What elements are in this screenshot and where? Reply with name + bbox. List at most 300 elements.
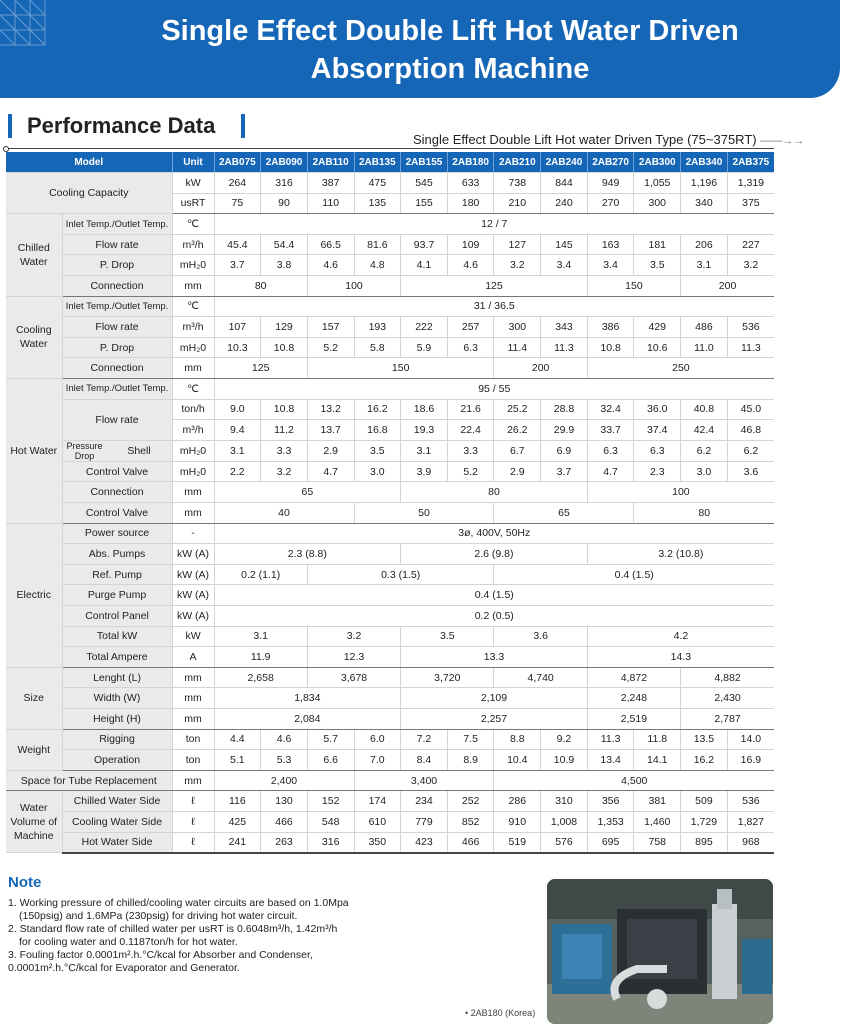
table-cell: 0.3 (1.5) — [307, 564, 494, 585]
table-cell: 3.1 — [401, 440, 448, 461]
table-cell: 2,248 — [587, 688, 680, 709]
table-cell: 6.9 — [541, 440, 588, 461]
table-row — [6, 770, 774, 791]
table-row — [6, 708, 774, 729]
table-subtitle-text: Single Effect Double Lift Hot water Driven Type (75~375RT) — [413, 132, 757, 147]
performance-table — [6, 152, 774, 854]
table-cell: 2.2 — [214, 461, 261, 482]
table-cell: 150 — [587, 276, 680, 297]
table-cell: 135 — [354, 193, 401, 214]
table-cell: 610 — [354, 811, 401, 832]
table-cell: 1,196 — [681, 173, 728, 194]
table-cell: 10.8 — [261, 337, 308, 358]
notes-list — [8, 897, 538, 975]
table-cell: 45.0 — [727, 399, 774, 420]
table-cell: 375 — [727, 193, 774, 214]
row-label: Control Valve — [62, 503, 172, 524]
table-cell: 3ø, 400V, 50Hz — [214, 523, 774, 544]
table-cell: 6.3 — [447, 337, 494, 358]
table-row — [6, 317, 774, 338]
table-cell: 107 — [214, 317, 261, 338]
unit-cell: ton/h — [172, 399, 214, 420]
table-cell: 6.3 — [587, 440, 634, 461]
table-row — [6, 667, 774, 688]
row-group-label: Size — [6, 667, 62, 729]
table-row — [6, 255, 774, 276]
table-cell: 4.7 — [307, 461, 354, 482]
table-cell: 129 — [261, 317, 308, 338]
table-cell: 13.7 — [307, 420, 354, 441]
table-cell: 3.4 — [587, 255, 634, 276]
table-row — [6, 729, 774, 750]
table-cell: 145 — [541, 234, 588, 255]
row-label: Connection — [62, 482, 172, 503]
table-row — [6, 399, 774, 420]
table-cell: 26.2 — [494, 420, 541, 441]
table-cell: 257 — [447, 317, 494, 338]
grid-pattern-decoration — [0, 0, 60, 60]
model-column-header: 2AB135 — [354, 152, 401, 173]
unit-cell: ton — [172, 729, 214, 750]
table-subtitle — [413, 132, 804, 147]
table-cell: 110 — [307, 193, 354, 214]
table-cell: 116 — [214, 791, 261, 812]
row-label: Control Panel — [62, 605, 172, 626]
table-cell: 9.4 — [214, 420, 261, 441]
table-row — [6, 173, 774, 194]
unit-cell: mm — [172, 482, 214, 503]
table-cell: 50 — [354, 503, 494, 524]
table-cell: 45.4 — [214, 234, 261, 255]
row-label: Lenght (L) — [62, 667, 172, 688]
row-group-label: Hot Water — [6, 379, 62, 524]
table-cell: 350 — [354, 832, 401, 853]
table-cell: 181 — [634, 234, 681, 255]
table-cell: 3,678 — [307, 667, 400, 688]
table-cell: 200 — [494, 358, 587, 379]
table-cell: 12.3 — [307, 647, 400, 668]
note-item: 3. Fouling factor 0.0001m².h.°C/kcal for Absorber and Condenser, — [8, 949, 313, 961]
table-cell: 4.6 — [307, 255, 354, 276]
table-row — [6, 811, 774, 832]
table-cell: 2,519 — [587, 708, 680, 729]
machine-photo-illustration — [547, 879, 773, 1024]
table-row — [6, 503, 774, 524]
row-group-label: Water Volume of Machine — [6, 791, 62, 853]
table-cell: 5.8 — [354, 337, 401, 358]
unit-cell: mH₂0 — [172, 337, 214, 358]
table-row — [6, 605, 774, 626]
table-cell: 738 — [494, 173, 541, 194]
table-cell: 3.1 — [214, 626, 307, 647]
table-cell: 4,740 — [494, 667, 587, 688]
table-cell: 968 — [727, 832, 774, 853]
table-cell: 2.3 (8.8) — [214, 544, 401, 565]
table-cell: 3.5 — [634, 255, 681, 276]
table-cell: 5.2 — [447, 461, 494, 482]
table-cell: 80 — [401, 482, 588, 503]
table-cell: 11.3 — [727, 337, 774, 358]
row-label: Total kW — [62, 626, 172, 647]
unit-cell: mm — [172, 708, 214, 729]
table-cell: 536 — [727, 317, 774, 338]
table-cell: 3.7 — [541, 461, 588, 482]
table-cell: 1,055 — [634, 173, 681, 194]
unit-cell: mH₂0 — [172, 255, 214, 276]
table-cell: 2.9 — [494, 461, 541, 482]
unit-cell: m³/h — [172, 317, 214, 338]
note-title: Note — [8, 874, 42, 891]
unit-cell: usRT — [172, 193, 214, 214]
unit-cell: m³/h — [172, 420, 214, 441]
table-cell: 7.5 — [447, 729, 494, 750]
table-cell: 14.3 — [587, 647, 774, 668]
unit-cell: mH₂0 — [172, 440, 214, 461]
table-cell: 545 — [401, 173, 448, 194]
table-cell: 2,109 — [401, 688, 588, 709]
table-cell: 210 — [494, 193, 541, 214]
table-cell: 2,430 — [681, 688, 774, 709]
table-cell: 54.4 — [261, 234, 308, 255]
table-cell: 3.6 — [494, 626, 587, 647]
table-cell: 13.4 — [587, 750, 634, 771]
table-cell: 180 — [447, 193, 494, 214]
unit-cell: mm — [172, 503, 214, 524]
unit-cell: ℓ — [172, 832, 214, 853]
table-cell: 758 — [634, 832, 681, 853]
table-cell: 1,834 — [214, 688, 401, 709]
table-cell: 155 — [401, 193, 448, 214]
table-cell: 200 — [681, 276, 774, 297]
table-cell: 3,720 — [401, 667, 494, 688]
table-cell: 11.2 — [261, 420, 308, 441]
table-cell: 1,827 — [727, 811, 774, 832]
table-cell: 895 — [681, 832, 728, 853]
table-header — [6, 152, 774, 173]
table-cell: 13.2 — [307, 399, 354, 420]
model-column-header: 2AB375 — [727, 152, 774, 173]
table-cell: 3.2 — [727, 255, 774, 276]
table-top-rule — [6, 148, 774, 149]
table-cell: 80 — [634, 503, 774, 524]
table-cell: 16.2 — [681, 750, 728, 771]
table-cell: 2.3 — [634, 461, 681, 482]
table-body — [6, 173, 774, 853]
row-group-label: Electric — [6, 523, 62, 667]
table-cell: 13.3 — [401, 647, 588, 668]
table-cell: 11.0 — [681, 337, 728, 358]
table-cell: 0.4 (1.5) — [214, 585, 774, 606]
table-cell: 28.8 — [541, 399, 588, 420]
note-item: for cooling water and 0.1187ton/h for hot water. — [19, 936, 238, 948]
table-cell: 3.0 — [354, 461, 401, 482]
table-cell: 6.0 — [354, 729, 401, 750]
table-cell: 227 — [727, 234, 774, 255]
table-row — [6, 379, 774, 400]
table-cell: 6.2 — [681, 440, 728, 461]
table-row — [6, 337, 774, 358]
table-cell: 29.9 — [541, 420, 588, 441]
table-cell: 13.5 — [681, 729, 728, 750]
table-cell: 466 — [261, 811, 308, 832]
table-cell: 536 — [727, 791, 774, 812]
model-column-header: 2AB075 — [214, 152, 261, 173]
table-cell: 33.7 — [587, 420, 634, 441]
unit-cell: ℃ — [172, 379, 214, 400]
row-label: P. Drop — [62, 255, 172, 276]
table-cell: 10.6 — [634, 337, 681, 358]
table-cell: 240 — [541, 193, 588, 214]
table-cell: 316 — [307, 832, 354, 853]
table-cell: 25.2 — [494, 399, 541, 420]
table-cell: 11.8 — [634, 729, 681, 750]
table-cell: 8.8 — [494, 729, 541, 750]
table-cell: 4.2 — [587, 626, 774, 647]
table-cell: 1,319 — [727, 173, 774, 194]
row-label: Purge Pump — [62, 585, 172, 606]
row-label: Control Valve — [62, 461, 172, 482]
table-row — [6, 626, 774, 647]
table-cell: 3.2 — [494, 255, 541, 276]
page-title-line1: Single Effect Double Lift Hot Water Driven — [161, 15, 739, 47]
row-label: Rigging — [62, 729, 172, 750]
row-label: Flow rate — [62, 234, 172, 255]
table-cell: 4.6 — [261, 729, 308, 750]
unit-cell: mm — [172, 358, 214, 379]
model-column-header: 2AB090 — [261, 152, 308, 173]
unit-cell: kW — [172, 626, 214, 647]
table-cell: 423 — [401, 832, 448, 853]
table-cell: 475 — [354, 173, 401, 194]
table-cell: 425 — [214, 811, 261, 832]
table-cell: 7.2 — [401, 729, 448, 750]
row-group-label: Weight — [6, 729, 62, 770]
pressure-drop-label: Pressure Drop — [66, 440, 103, 461]
table-cell: 21.6 — [447, 399, 494, 420]
table-cell: 5.2 — [307, 337, 354, 358]
section-right-bar — [241, 114, 245, 138]
table-cell: 9.2 — [541, 729, 588, 750]
table-cell: 4,872 — [587, 667, 680, 688]
table-cell: 19.3 — [401, 420, 448, 441]
table-cell: 3.8 — [261, 255, 308, 276]
table-cell: 576 — [541, 832, 588, 853]
table-cell: 16.9 — [727, 750, 774, 771]
table-cell: 127 — [494, 234, 541, 255]
unit-cell: kW (A) — [172, 585, 214, 606]
unit-cell: ℓ — [172, 791, 214, 812]
model-column-header: 2AB210 — [494, 152, 541, 173]
table-cell: 286 — [494, 791, 541, 812]
model-column-header: 2AB340 — [681, 152, 728, 173]
table-cell: 37.4 — [634, 420, 681, 441]
table-cell: 4.4 — [214, 729, 261, 750]
table-row — [6, 276, 774, 297]
row-label: Shell — [127, 444, 151, 457]
table-cell: 1,729 — [681, 811, 728, 832]
row-label: Connection — [62, 276, 172, 297]
table-cell: 1,460 — [634, 811, 681, 832]
row-label: Ref. Pump — [62, 564, 172, 585]
table-cell: 11.4 — [494, 337, 541, 358]
table-cell: 3.5 — [401, 626, 494, 647]
table-cell: 18.6 — [401, 399, 448, 420]
row-label: Total Ampere — [62, 647, 172, 668]
table-cell: 7.0 — [354, 750, 401, 771]
unit-cell: mH₂0 — [172, 461, 214, 482]
model-column-header: 2AB155 — [401, 152, 448, 173]
row-label: P. Drop — [62, 337, 172, 358]
table-cell: 65 — [494, 503, 634, 524]
table-cell: 3.7 — [214, 255, 261, 276]
table-cell: 8.9 — [447, 750, 494, 771]
table-cell: 42.4 — [681, 420, 728, 441]
table-cell: 12 / 7 — [214, 214, 774, 235]
table-cell: 11.3 — [587, 729, 634, 750]
table-cell: 300 — [494, 317, 541, 338]
table-cell: 340 — [681, 193, 728, 214]
table-cell: 14.1 — [634, 750, 681, 771]
table-cell: 6.6 — [307, 750, 354, 771]
row-label: Height (H) — [62, 708, 172, 729]
table-cell: 633 — [447, 173, 494, 194]
table-cell: 466 — [447, 832, 494, 853]
table-cell: 109 — [447, 234, 494, 255]
row-label: Abs. Pumps — [62, 544, 172, 565]
table-cell: 95 / 55 — [214, 379, 774, 400]
table-cell: 174 — [354, 791, 401, 812]
table-cell: 2,400 — [214, 770, 354, 791]
model-column-header: 2AB270 — [587, 152, 634, 173]
table-row — [6, 544, 774, 565]
unit-cell: mm — [172, 276, 214, 297]
table-cell: 193 — [354, 317, 401, 338]
row-label: Inlet Temp./Outlet Temp. — [62, 296, 172, 317]
table-cell: 2,084 — [214, 708, 401, 729]
table-cell: 5.9 — [401, 337, 448, 358]
arrow-icon: ——→→ — [760, 135, 805, 147]
table-cell: 486 — [681, 317, 728, 338]
table-cell: 852 — [447, 811, 494, 832]
table-cell: 10.4 — [494, 750, 541, 771]
table-cell: 100 — [587, 482, 774, 503]
table-row — [6, 585, 774, 606]
row-label: Inlet Temp./Outlet Temp. — [62, 214, 172, 235]
row-group-label: Cooling Capacity — [6, 173, 172, 214]
table-cell: 9.0 — [214, 399, 261, 420]
row-label: Power source — [62, 523, 172, 544]
table-cell: 2,658 — [214, 667, 307, 688]
table-cell: 949 — [587, 173, 634, 194]
table-cell: 14.0 — [727, 729, 774, 750]
model-column-header: 2AB110 — [307, 152, 354, 173]
table-cell: 2,257 — [401, 708, 588, 729]
table-cell: 316 — [261, 173, 308, 194]
table-cell: 10.8 — [261, 399, 308, 420]
table-cell: 11.9 — [214, 647, 307, 668]
unit-cell: mm — [172, 688, 214, 709]
table-cell: 548 — [307, 811, 354, 832]
table-cell: 695 — [587, 832, 634, 853]
row-group-label: Cooling Water — [6, 296, 62, 378]
table-cell: 3.4 — [541, 255, 588, 276]
table-cell: 5.1 — [214, 750, 261, 771]
table-cell: 264 — [214, 173, 261, 194]
table-cell: 22.4 — [447, 420, 494, 441]
unit-cell: ℃ — [172, 296, 214, 317]
table-cell: 3.2 — [261, 461, 308, 482]
table-cell: 4.7 — [587, 461, 634, 482]
table-cell: 429 — [634, 317, 681, 338]
table-row — [6, 832, 774, 853]
table-row — [6, 214, 774, 235]
note-item: 2. Standard flow rate of chilled water per usRT is 0.6048m³/h, 1.42m³/h — [8, 923, 338, 935]
table-cell: 8.4 — [401, 750, 448, 771]
table-cell: 36.0 — [634, 399, 681, 420]
table-row — [6, 564, 774, 585]
table-cell: 250 — [587, 358, 774, 379]
table-cell: 11.3 — [541, 337, 588, 358]
unit-cell: - — [172, 523, 214, 544]
table-cell: 66.5 — [307, 234, 354, 255]
table-cell: 130 — [261, 791, 308, 812]
table-cell: 1,353 — [587, 811, 634, 832]
table-cell: 519 — [494, 832, 541, 853]
table-cell: 387 — [307, 173, 354, 194]
table-cell: 310 — [541, 791, 588, 812]
table-cell: 234 — [401, 791, 448, 812]
table-cell: 152 — [307, 791, 354, 812]
product-photo — [547, 879, 773, 1024]
table-cell: 6.7 — [494, 440, 541, 461]
table-cell: 222 — [401, 317, 448, 338]
unit-cell: ℓ — [172, 811, 214, 832]
table-cell: 4,500 — [494, 770, 774, 791]
section-title: Performance Data — [27, 113, 216, 138]
table-row — [6, 791, 774, 812]
table-cell: 2,787 — [681, 708, 774, 729]
table-cell: 3.3 — [261, 440, 308, 461]
table-row — [6, 234, 774, 255]
table-cell: 4.1 — [401, 255, 448, 276]
table-cell: 157 — [307, 317, 354, 338]
table-cell: 386 — [587, 317, 634, 338]
table-cell: 2.6 (9.8) — [401, 544, 588, 565]
table-cell: 40.8 — [681, 399, 728, 420]
table-cell: 81.6 — [354, 234, 401, 255]
table-row — [6, 461, 774, 482]
page-title-line2: Absorption Machine — [310, 53, 590, 85]
section-left-bar — [8, 114, 12, 138]
table-cell: 300 — [634, 193, 681, 214]
title-banner — [0, 0, 840, 98]
table-cell: 3.9 — [401, 461, 448, 482]
unit-cell: m³/h — [172, 234, 214, 255]
table-cell: 381 — [634, 791, 681, 812]
table-cell: 163 — [587, 234, 634, 255]
photo-caption: • 2AB180 (Korea) — [465, 1008, 536, 1018]
unit-cell: kW (A) — [172, 544, 214, 565]
table-cell: 90 — [261, 193, 308, 214]
table-cell: 206 — [681, 234, 728, 255]
table-row — [6, 482, 774, 503]
table-row — [6, 296, 774, 317]
table-cell: 3.5 — [354, 440, 401, 461]
row-label: Connection — [62, 358, 172, 379]
table-cell: 4.6 — [447, 255, 494, 276]
table-cell: 5.7 — [307, 729, 354, 750]
table-cell: 509 — [681, 791, 728, 812]
